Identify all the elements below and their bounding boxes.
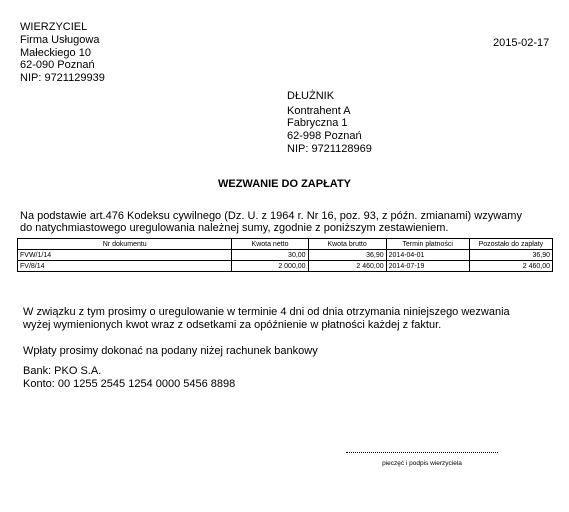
bank-account: Konto: 00 1255 2545 1254 0000 5456 8898	[23, 378, 236, 390]
table-row	[18, 250, 553, 261]
col-header-due-date: Termin płatności	[386, 239, 469, 250]
payment-instruction: Wpłaty prosimy dokonać na podany niżej rachunek bankowy	[23, 345, 318, 357]
intro-line-1: Na podstawie art.476 Kodeksu cywilnego (Dz. U. z 1964 r. Nr 16, poz. 93, z późn. zmianami) wzywamy	[20, 210, 522, 222]
signature-label: pieczęć i podpis wierzyciela	[382, 460, 462, 467]
debtor-nip: NIP: 9721128969	[287, 143, 372, 155]
creditor-street: Małeckiego 10	[20, 47, 91, 59]
intro-line-2: do natychmiastowego uregulowania należnej sumy, zgodnie z poniższym zestawieniem.	[20, 222, 449, 234]
invoice-table	[17, 238, 553, 272]
cell-due-date: 2014-07-19	[386, 261, 469, 272]
document-title: WEZWANIE DO ZAPŁATY	[217, 178, 351, 190]
debtor-city: 62-998 Poznań	[287, 130, 362, 142]
cell-gross-amount: 2 460,00	[308, 261, 386, 272]
cell-net-amount: 30,00	[232, 250, 308, 261]
creditor-name: Firma Usługowa	[20, 34, 100, 46]
cell-remaining: 2 460,00	[469, 261, 552, 272]
cell-net-amount: 2 000,00	[232, 261, 308, 272]
col-header-remaining: Pozostało do zapłaty	[469, 239, 552, 250]
signature-line	[346, 452, 498, 453]
debtor-street: Fabryczna 1	[287, 117, 348, 129]
col-header-net-amount: Kwota netto	[232, 239, 308, 250]
creditor-heading: WIERZYCIEL	[20, 21, 88, 33]
cell-due-date: 2014-04-01	[386, 250, 469, 261]
cell-gross-amount: 36,90	[308, 250, 386, 261]
col-header-gross-amount: Kwota brutto	[308, 239, 386, 250]
table-row	[18, 261, 553, 272]
notice-line-2: wyżej wymienionych kwot wraz z odsetkami za opóźnienie w płatności każdej z faktur.	[23, 319, 442, 331]
debtor-heading: DŁUŻNIK	[287, 90, 335, 102]
cell-remaining: 36,90	[469, 250, 552, 261]
table-header-row	[18, 239, 553, 250]
col-header-document-number: Nr dokumentu	[18, 239, 232, 250]
creditor-city: 62-090 Poznań	[20, 59, 95, 71]
bank-name: Bank: PKO S.A.	[23, 365, 102, 377]
notice-line-1: W związku z tym prosimy o uregulowanie w terminie 4 dni od dnia otrzymania niniejszego wezwania	[23, 306, 510, 318]
debtor-name: Kontrahent A	[287, 105, 351, 117]
cell-document-number: FVW/1/14	[18, 250, 232, 261]
cell-document-number: FV/8/14	[18, 261, 232, 272]
creditor-nip: NIP: 9721129939	[20, 72, 105, 84]
document-date: 2015-02-17	[493, 37, 550, 49]
